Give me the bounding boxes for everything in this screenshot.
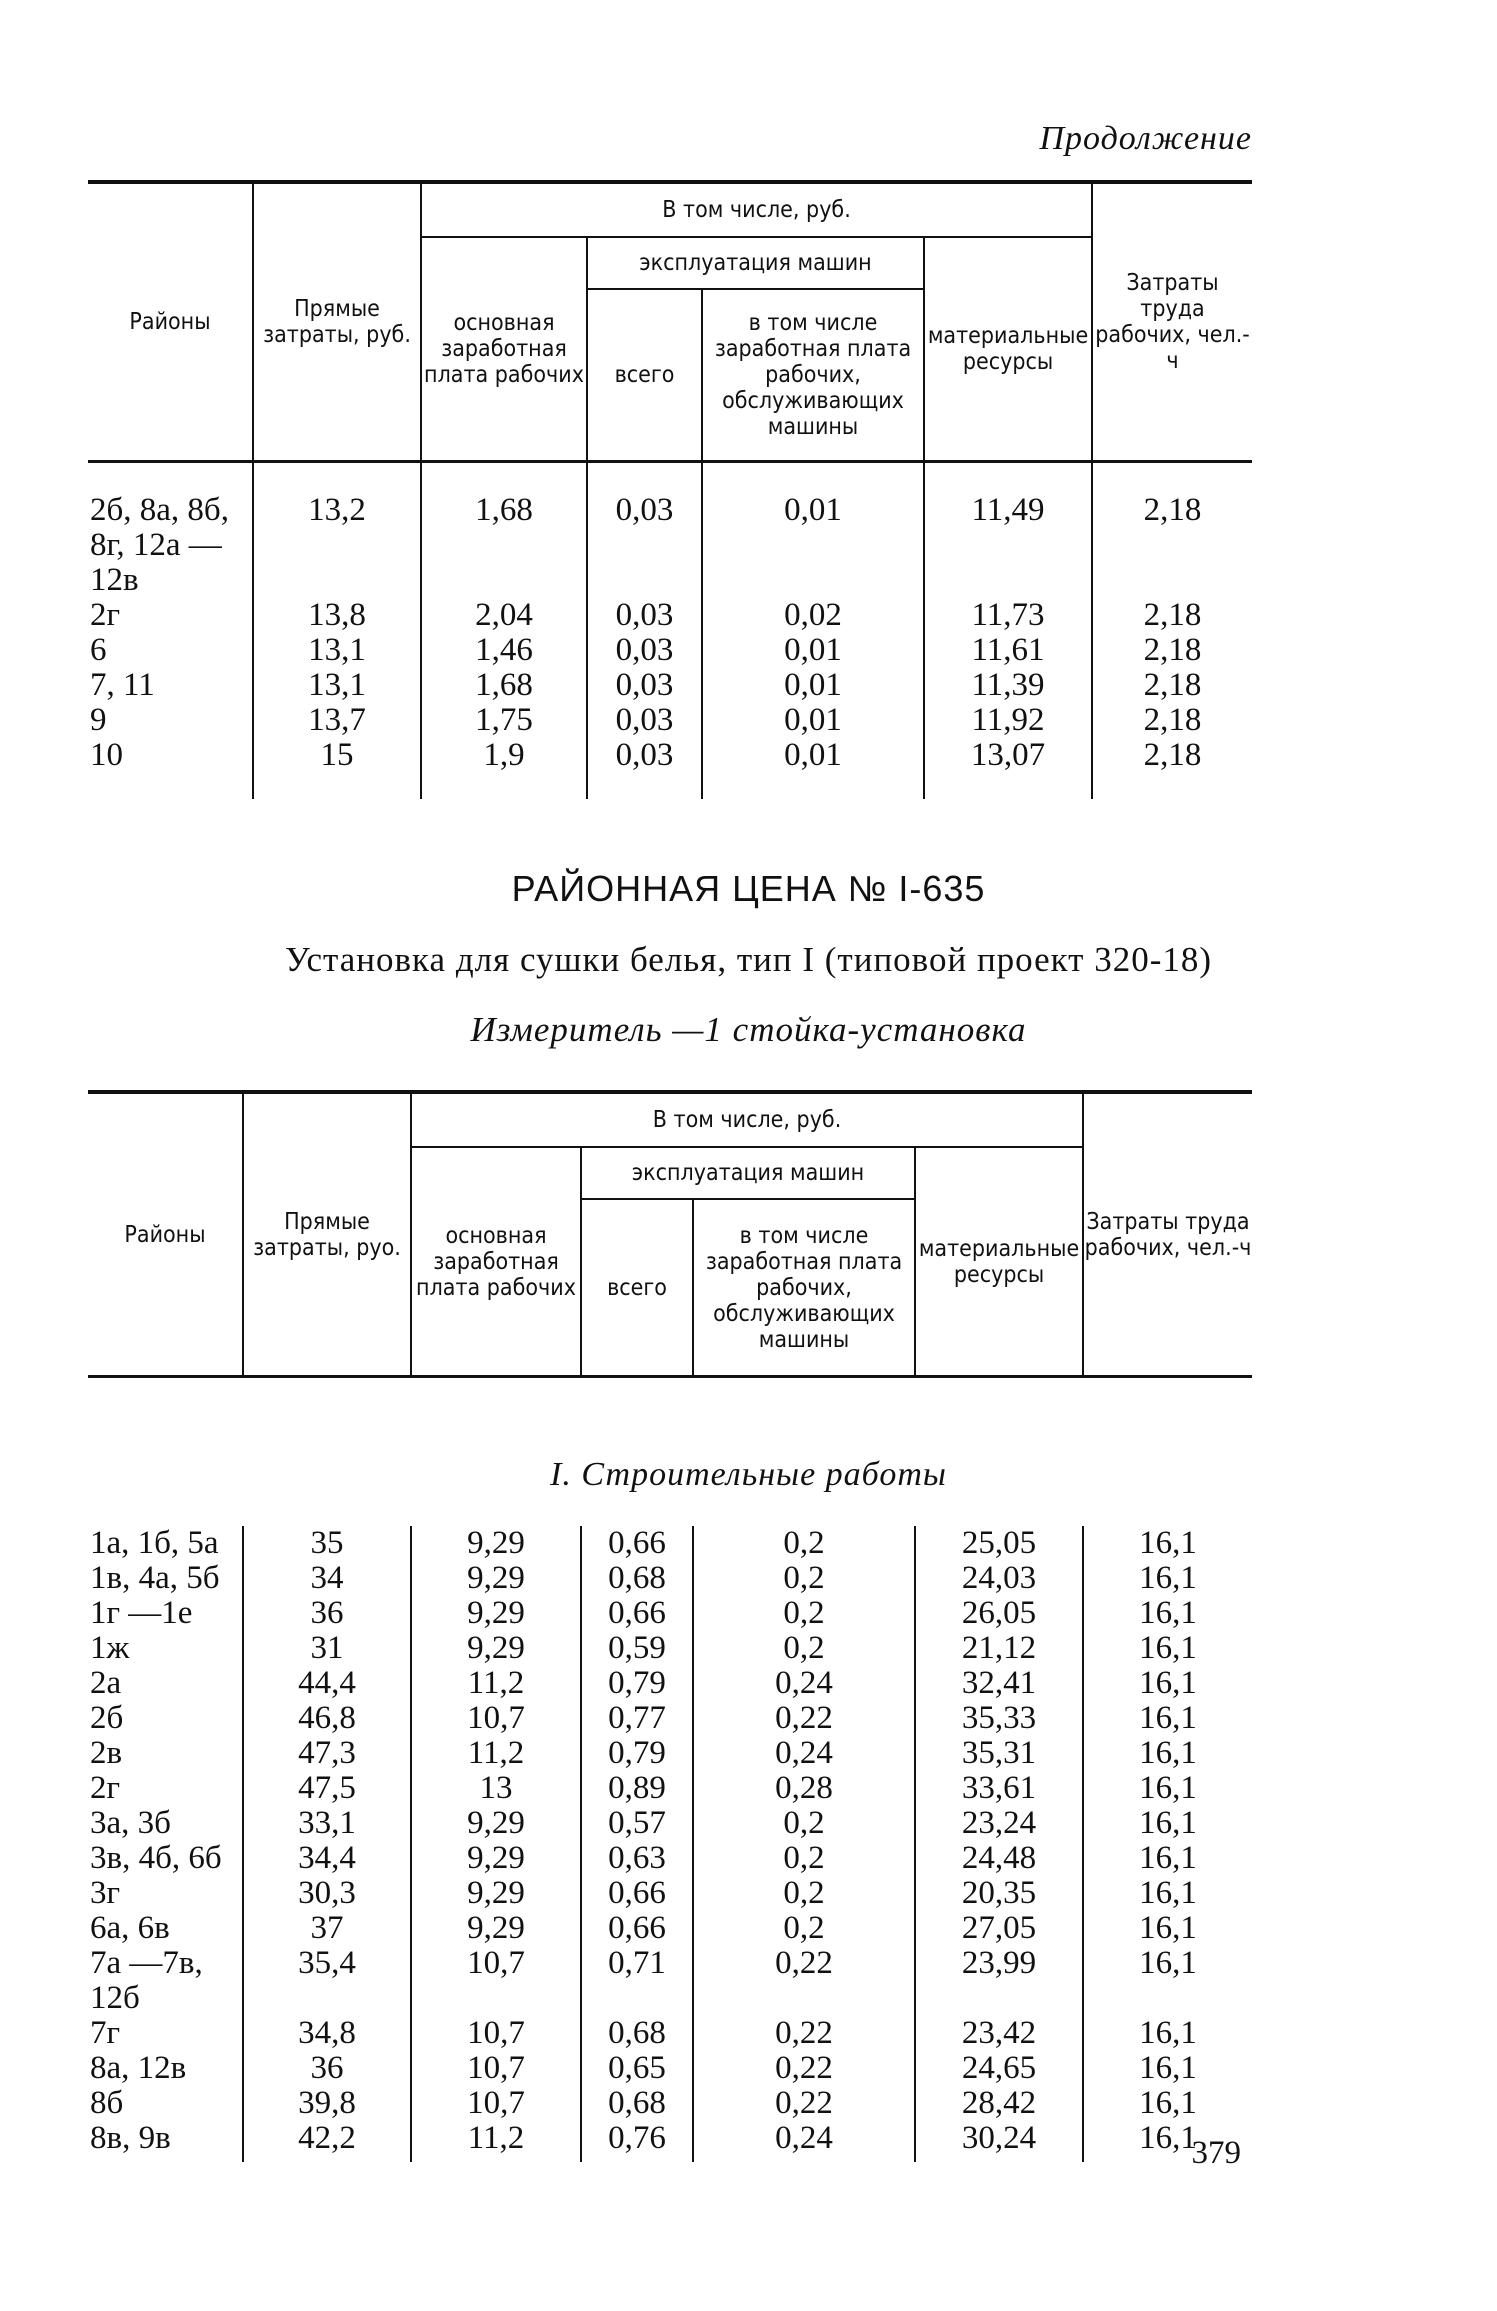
cell-wage: 1,75 — [421, 703, 587, 738]
cell-wage: 9,29 — [411, 1631, 581, 1666]
cell-region: 1г —1е — [90, 1595, 193, 1631]
header-direct-costs: Прямые затраты, руо. — [243, 1092, 411, 1377]
subtitle: Установка для сушки белья, тип I (типовой проект 320-18) — [284, 940, 1213, 979]
table-row — [88, 1771, 1252, 1806]
cell-direct: 36 — [243, 2051, 411, 2086]
cell-wage: 11,2 — [411, 1736, 581, 1771]
table-row — [88, 668, 1252, 703]
cell-mwage: 0,2 — [693, 1526, 915, 1561]
cell-wage: 10,7 — [411, 2051, 581, 2086]
table-row — [88, 2121, 1252, 2162]
header-machine-ops: эксплуатация машин — [581, 1147, 915, 1199]
header-machine-wage: в том числе заработная плата рабочих, обслуживающих машины — [693, 1199, 915, 1377]
cell-mat: 26,05 — [915, 1596, 1083, 1631]
cell-direct: 34,4 — [243, 1841, 411, 1876]
header-regions: Районы — [88, 1092, 243, 1377]
cell-labor: 2,18 — [1092, 703, 1252, 738]
cell-direct: 35,4 — [243, 1946, 411, 2016]
cell-total: 0,03 — [587, 462, 702, 599]
cell-labor: 16,1 — [1083, 1946, 1252, 2016]
cell-total: 0,79 — [581, 1736, 693, 1771]
cell-total: 0,71 — [581, 1946, 693, 2016]
header-labor: Затраты труда рабочих, чел.-ч — [1092, 182, 1252, 462]
cell-region: 3а, 3б — [90, 1805, 171, 1841]
cell-labor: 16,1 — [1083, 2086, 1252, 2121]
cell-region: 7, 11 — [90, 667, 155, 703]
cell-total: 0,66 — [581, 1876, 693, 1911]
cell-labor: 2,18 — [1092, 598, 1252, 633]
cell-region: 8б — [90, 2085, 124, 2121]
cell-wage: 9,29 — [411, 1596, 581, 1631]
table-row — [88, 703, 1252, 738]
cell-wage: 2,04 — [421, 598, 587, 633]
cell-region: 10 — [90, 737, 123, 773]
cell-mwage: 0,24 — [693, 1736, 915, 1771]
cell-wage: 1,46 — [421, 633, 587, 668]
cell-labor: 16,1 — [1083, 1526, 1252, 1561]
cell-wage: 11,2 — [411, 2121, 581, 2162]
cell-total: 0,57 — [581, 1806, 693, 1841]
cell-mat: 11,49 — [924, 462, 1092, 599]
cell-mwage: 0,2 — [693, 1911, 915, 1946]
cell-region: 8в, 9в — [90, 2120, 171, 2156]
header-labor: Затраты труда рабочих, чел.-ч — [1083, 1092, 1252, 1377]
cell-direct: 34,8 — [243, 2016, 411, 2051]
table-row — [88, 1841, 1252, 1876]
cell-wage: 10,7 — [411, 2086, 581, 2121]
cell-region: 1а, 1б, 5а — [90, 1525, 219, 1561]
table-row — [88, 462, 1252, 599]
cell-mat: 27,05 — [915, 1911, 1083, 1946]
cell-wage: 10,7 — [411, 1946, 581, 2016]
cell-total: 0,65 — [581, 2051, 693, 2086]
cell-region: 8а, 12в — [90, 2050, 187, 2086]
cell-region: 2б, 8а, 8б, 8г, 12а — 12в — [90, 492, 229, 598]
cell-labor: 16,1 — [1083, 1806, 1252, 1841]
header-total: всего — [581, 1199, 693, 1377]
header-base-wage: основная заработная плата рабочих — [411, 1147, 581, 1377]
cell-mwage: 0,22 — [693, 2016, 915, 2051]
cell-direct: 47,5 — [243, 1771, 411, 1806]
table-row — [88, 2051, 1252, 2086]
cell-labor: 16,1 — [1083, 2016, 1252, 2051]
cell-labor: 16,1 — [1083, 2051, 1252, 2086]
cell-direct: 15 — [253, 738, 421, 799]
cell-mat: 35,31 — [915, 1736, 1083, 1771]
cell-labor: 16,1 — [1083, 1631, 1252, 1666]
table-row — [88, 2016, 1252, 2051]
price-table-2-body — [88, 1526, 1252, 2162]
table-row — [88, 738, 1252, 799]
cell-direct: 37 — [243, 1911, 411, 1946]
header-materials: материальные ресурсы — [924, 237, 1092, 462]
cell-labor: 16,1 — [1083, 1876, 1252, 1911]
table-row — [88, 1596, 1252, 1631]
cell-direct: 13,2 — [253, 462, 421, 599]
table-row — [88, 1561, 1252, 1596]
cell-mwage: 0,2 — [693, 1596, 915, 1631]
page-number: 379 — [1191, 2135, 1241, 2171]
cell-total: 0,03 — [587, 633, 702, 668]
cell-region: 1в, 4а, 5б — [90, 1560, 220, 1596]
cell-mat: 24,48 — [915, 1841, 1083, 1876]
cell-mwage: 0,01 — [702, 703, 924, 738]
cell-wage: 1,68 — [421, 668, 587, 703]
cell-labor: 16,1 — [1083, 1911, 1252, 1946]
cell-wage: 9,29 — [411, 1911, 581, 1946]
cell-total: 0,03 — [587, 703, 702, 738]
cell-mat: 23,24 — [915, 1806, 1083, 1841]
continued-label: Продолжение — [1039, 120, 1252, 157]
cell-mwage: 0,22 — [693, 1701, 915, 1736]
cell-direct: 39,8 — [243, 2086, 411, 2121]
cell-total: 0,66 — [581, 1911, 693, 1946]
cell-wage: 9,29 — [411, 1806, 581, 1841]
cell-region: 2а — [90, 1665, 122, 1701]
cell-mat: 35,33 — [915, 1701, 1083, 1736]
cell-labor: 2,18 — [1092, 738, 1252, 799]
header-machine-ops: эксплуатация машин — [587, 237, 924, 289]
header-including: В том числе, руб. — [411, 1092, 1083, 1147]
header-total: всего — [587, 289, 702, 462]
cell-direct: 46,8 — [243, 1701, 411, 1736]
table-row — [88, 598, 1252, 633]
cell-wage: 10,7 — [411, 2016, 581, 2051]
cell-total: 0,89 — [581, 1771, 693, 1806]
table-row — [88, 1911, 1252, 1946]
cell-direct: 13,1 — [253, 668, 421, 703]
cell-mwage: 0,01 — [702, 738, 924, 799]
cell-mat: 28,42 — [915, 2086, 1083, 2121]
cell-labor: 16,1 — [1083, 1771, 1252, 1806]
cell-mat: 11,92 — [924, 703, 1092, 738]
cell-region: 3в, 4б, 6б — [90, 1840, 222, 1876]
cell-mwage: 0,2 — [693, 1631, 915, 1666]
cell-region: 2г — [90, 1770, 121, 1806]
cell-mwage: 0,2 — [693, 1841, 915, 1876]
price-title: РАЙОННАЯ ЦЕНА № I-635 — [511, 868, 986, 909]
cell-total: 0,66 — [581, 1526, 693, 1561]
cell-mwage: 0,01 — [702, 633, 924, 668]
cell-labor: 16,1 — [1083, 1736, 1252, 1771]
cell-region: 2г — [90, 597, 121, 633]
cell-total: 0,76 — [581, 2121, 693, 2162]
table-row — [88, 1666, 1252, 1701]
cell-total: 0,77 — [581, 1701, 693, 1736]
cell-direct: 30,3 — [243, 1876, 411, 1911]
cell-direct: 13,1 — [253, 633, 421, 668]
cell-total: 0,63 — [581, 1841, 693, 1876]
cell-labor: 2,18 — [1092, 668, 1252, 703]
cell-labor: 2,18 — [1092, 633, 1252, 668]
cell-direct: 31 — [243, 1631, 411, 1666]
cell-direct: 42,2 — [243, 2121, 411, 2162]
cell-labor: 16,1 — [1083, 2121, 1252, 2162]
table-row — [88, 1701, 1252, 1736]
cell-mwage: 0,24 — [693, 2121, 915, 2162]
cell-mat: 11,39 — [924, 668, 1092, 703]
table-row — [88, 1876, 1252, 1911]
header-machine-wage: в том числе заработная плата рабочих, обслуживающих машины — [702, 289, 924, 462]
cell-mat: 13,07 — [924, 738, 1092, 799]
cell-wage: 1,9 — [421, 738, 587, 799]
cell-total: 0,68 — [581, 2086, 693, 2121]
cell-total: 0,79 — [581, 1666, 693, 1701]
cell-region: 1ж — [90, 1630, 130, 1666]
cell-wage: 11,2 — [411, 1666, 581, 1701]
cell-labor: 2,18 — [1092, 462, 1252, 599]
table-row — [88, 2086, 1252, 2121]
cell-region: 3г — [90, 1875, 121, 1911]
cell-region: 2б — [90, 1700, 124, 1736]
cell-mat: 33,61 — [915, 1771, 1083, 1806]
cell-mat: 21,12 — [915, 1631, 1083, 1666]
header-base-wage: основная заработная плата рабочих — [421, 237, 587, 462]
section-title: I. Строительные работы — [550, 1456, 947, 1493]
cell-mwage: 0,02 — [702, 598, 924, 633]
table-row — [88, 1806, 1252, 1841]
cell-mat: 30,24 — [915, 2121, 1083, 2162]
cell-direct: 34 — [243, 1561, 411, 1596]
header-including: В том числе, руб. — [421, 182, 1092, 237]
cell-direct: 44,4 — [243, 1666, 411, 1701]
cell-mat: 24,03 — [915, 1561, 1083, 1596]
price-table-1 — [88, 180, 1252, 799]
cell-mwage: 0,22 — [693, 2051, 915, 2086]
cell-region: 6 — [90, 632, 107, 668]
cell-total: 0,03 — [587, 668, 702, 703]
cell-labor: 16,1 — [1083, 1666, 1252, 1701]
cell-direct: 36 — [243, 1596, 411, 1631]
cell-mwage: 0,01 — [702, 462, 924, 599]
cell-mwage: 0,2 — [693, 1876, 915, 1911]
cell-region: 2в — [90, 1735, 123, 1771]
cell-mat: 25,05 — [915, 1526, 1083, 1561]
cell-region: 9 — [90, 702, 107, 738]
cell-total: 0,59 — [581, 1631, 693, 1666]
cell-wage: 10,7 — [411, 1701, 581, 1736]
cell-direct: 13,8 — [253, 598, 421, 633]
cell-mat: 20,35 — [915, 1876, 1083, 1911]
header-regions: Районы — [88, 182, 253, 462]
cell-total: 0,68 — [581, 1561, 693, 1596]
cell-labor: 16,1 — [1083, 1701, 1252, 1736]
cell-mwage: 0,2 — [693, 1806, 915, 1841]
cell-mat: 32,41 — [915, 1666, 1083, 1701]
cell-wage: 9,29 — [411, 1561, 581, 1596]
cell-total: 0,03 — [587, 598, 702, 633]
cell-mat: 24,65 — [915, 2051, 1083, 2086]
cell-wage: 1,68 — [421, 462, 587, 599]
cell-mwage: 0,28 — [693, 1771, 915, 1806]
cell-labor: 16,1 — [1083, 1841, 1252, 1876]
table-row — [88, 1631, 1252, 1666]
cell-wage: 9,29 — [411, 1526, 581, 1561]
header-materials: материальные ресурсы — [915, 1147, 1083, 1377]
table-row — [88, 1946, 1252, 2016]
cell-direct: 33,1 — [243, 1806, 411, 1841]
table-row — [88, 1526, 1252, 1561]
cell-mat: 11,61 — [924, 633, 1092, 668]
cell-region: 7г — [90, 2015, 121, 2051]
cell-direct: 13,7 — [253, 703, 421, 738]
price-table-2 — [88, 1090, 1252, 1378]
cell-direct: 35 — [243, 1526, 411, 1561]
cell-mwage: 0,22 — [693, 2086, 915, 2121]
cell-direct: 47,3 — [243, 1736, 411, 1771]
cell-mwage: 0,24 — [693, 1666, 915, 1701]
cell-mwage: 0,01 — [702, 668, 924, 703]
cell-mat: 23,42 — [915, 2016, 1083, 2051]
cell-labor: 16,1 — [1083, 1596, 1252, 1631]
cell-mat: 11,73 — [924, 598, 1092, 633]
table-row — [88, 633, 1252, 668]
cell-total: 0,66 — [581, 1596, 693, 1631]
cell-total: 0,03 — [587, 738, 702, 799]
cell-mat: 23,99 — [915, 1946, 1083, 2016]
cell-wage: 9,29 — [411, 1841, 581, 1876]
cell-wage: 9,29 — [411, 1876, 581, 1911]
cell-region: 6а, 6в — [90, 1910, 170, 1946]
cell-wage: 13 — [411, 1771, 581, 1806]
cell-region: 7а —7в, 12б — [90, 1945, 203, 2016]
header-direct-costs: Прямые затраты, руб. — [253, 182, 421, 462]
table-row — [88, 1736, 1252, 1771]
cell-mwage: 0,2 — [693, 1561, 915, 1596]
cell-mwage: 0,22 — [693, 1946, 915, 2016]
measure: Измеритель —1 стойка-установка — [470, 1010, 1027, 1049]
cell-total: 0,68 — [581, 2016, 693, 2051]
cell-labor: 16,1 — [1083, 1561, 1252, 1596]
